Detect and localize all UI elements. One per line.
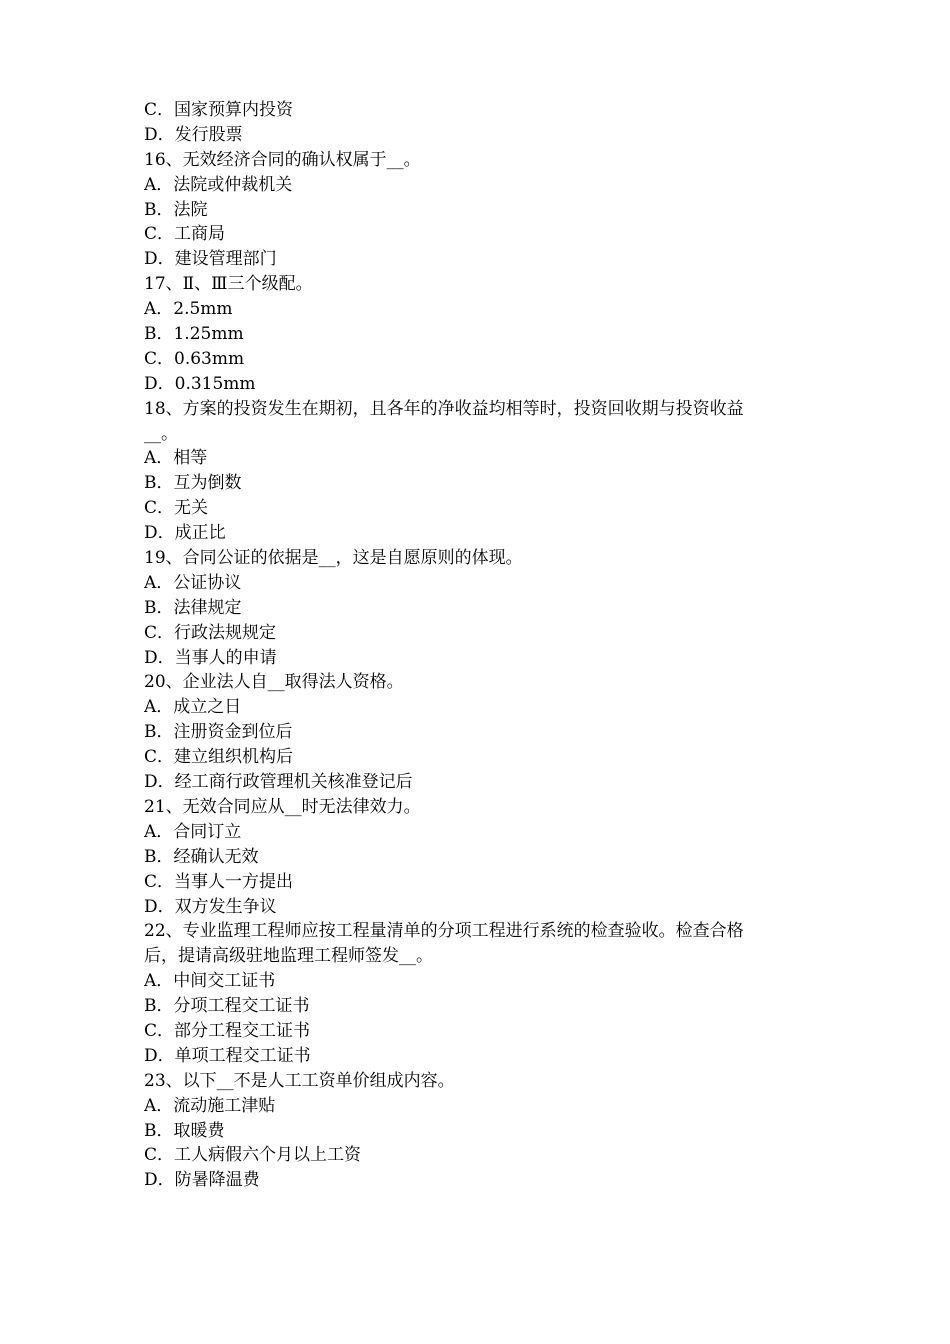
option-d: D．双方发生争议 [144,896,277,917]
option-c: C．无关 [144,498,209,519]
question-19: 19、合同公证的依据是__，这是自愿原则的体现。 [144,548,523,569]
question-20: 20、企业法人自__取得法人资格。 [144,672,404,693]
question-17: 17、Ⅱ、Ⅲ三个级配。 [144,274,313,295]
option-a: A．法院或仲裁机关 [144,174,293,195]
option-a: A．合同订立 [144,821,242,842]
option-d: D．当事人的申请 [144,647,277,668]
option-c: C．建立组织机构后 [144,747,294,768]
question-21: 21、无效合同应从__时无法律效力。 [144,796,421,817]
option-d: D．建设管理部门 [144,249,277,270]
option-c: C．当事人一方提出 [144,871,294,892]
option-b: B．经确认无效 [144,846,259,867]
question-22: 22、专业监理工程师应按工程量清单的分项工程进行系统的检查验收。检查合格 [144,921,744,942]
text-line: C．国家预算内投资 [144,100,294,120]
option-b: B．注册资金到位后 [144,722,293,743]
option-c: C．部分工程交工证书 [144,1020,311,1041]
option-b: B．法律规定 [144,597,242,618]
text-line: D．发行股票 [144,124,243,145]
option-c: C．0.63mm [144,348,245,369]
question-22-continuation: 后，提请高级驻地监理工程师签发__。 [144,946,433,967]
question-23: 23、以下__不是人工工资单价组成内容。 [144,1070,455,1091]
option-b: B．法院 [144,199,208,220]
option-c: C．行政法规规定 [144,622,277,643]
option-d: D．防暑降温费 [144,1170,260,1191]
question-18: 18、方案的投资发生在期初，且各年的净收益均相等时，投资回收期与投资收益 [144,398,744,419]
option-c: C．工人病假六个月以上工资 [144,1145,362,1166]
document-page [144,98,814,1193]
option-d: D．成正比 [144,523,226,544]
option-b: B．取暖费 [144,1120,225,1141]
option-a: A．中间交工证书 [144,971,276,992]
option-d: D．经工商行政管理机关核准登记后 [144,772,413,793]
option-b: B．分项工程交工证书 [144,996,310,1017]
option-a: A．相等 [144,448,208,469]
option-a: A．成立之日 [144,697,242,718]
question-18-continuation: __。 [144,423,178,444]
option-c: C．工商局 [144,224,226,245]
option-d: D．单项工程交工证书 [144,1045,311,1066]
option-a: A．流动施工津贴 [144,1095,276,1116]
option-d: D．0.315mm [144,373,256,394]
option-b: B．互为倒数 [144,473,242,494]
option-b: B．1.25mm [144,324,244,345]
option-a: A．2.5mm [144,299,233,320]
option-a: A．公证协议 [144,572,242,593]
question-16: 16、无效经济合同的确认权属于__。 [144,149,421,170]
